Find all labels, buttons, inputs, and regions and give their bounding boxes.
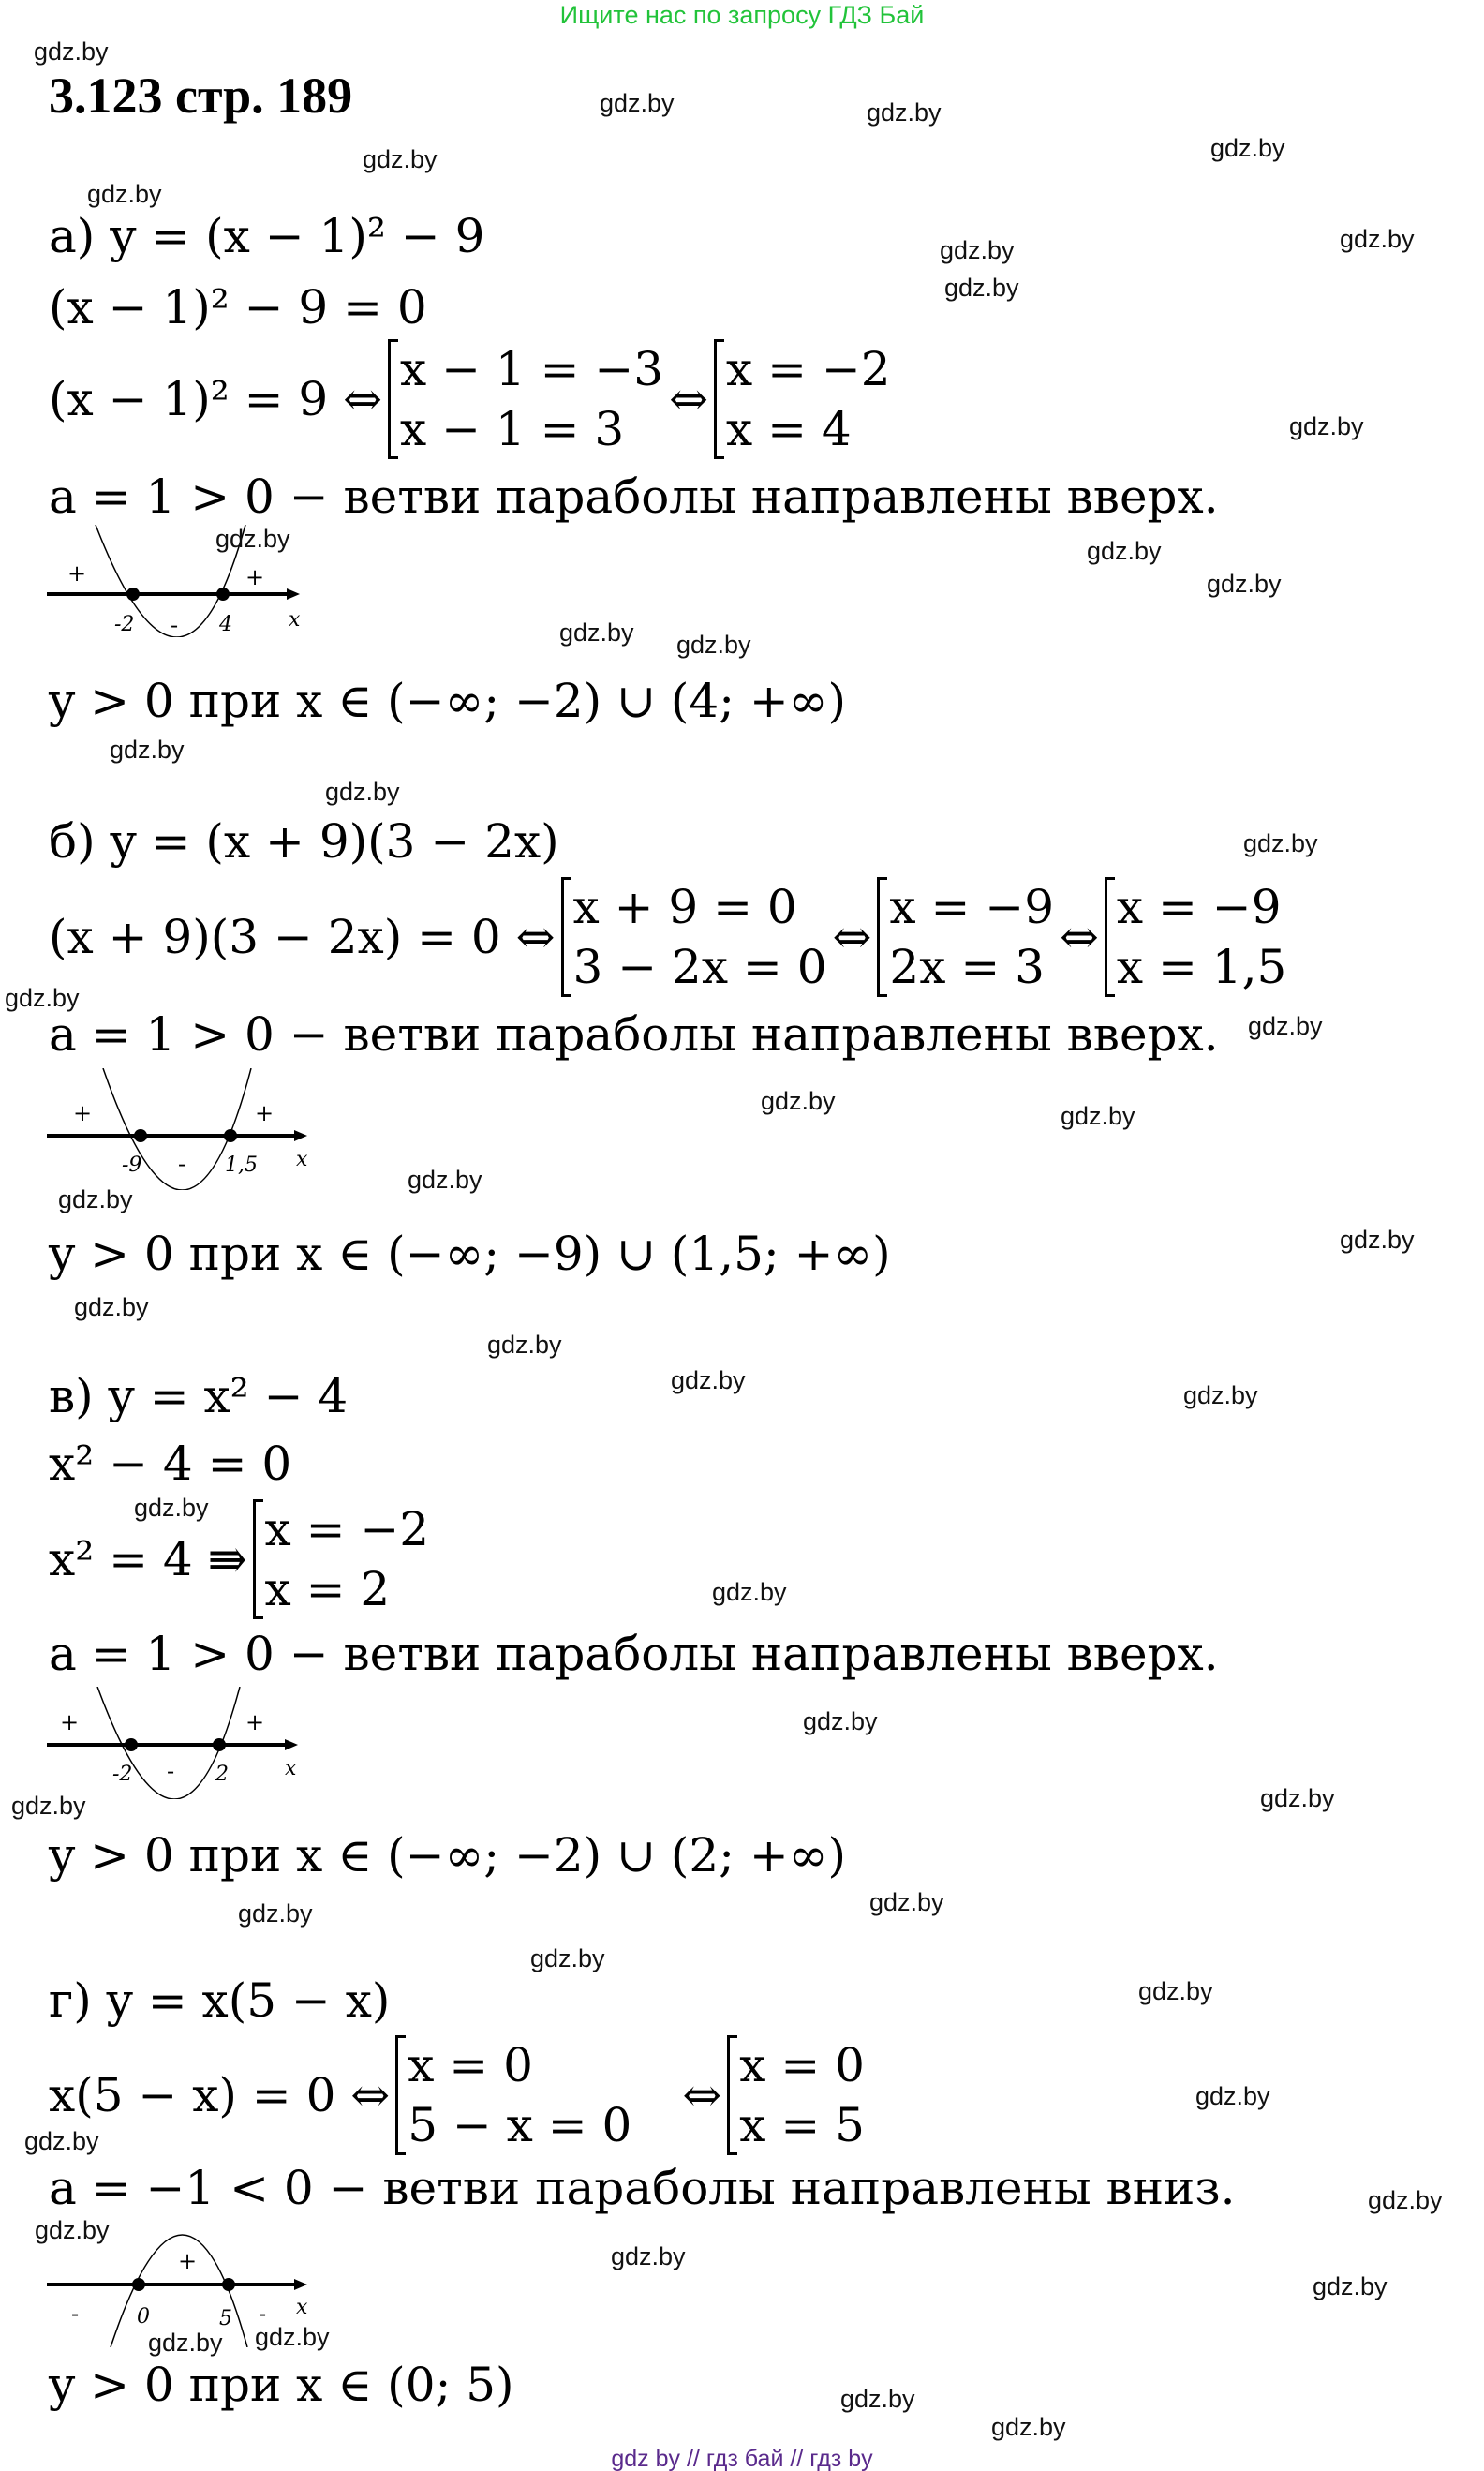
system-row: 3 − 2x = 0 [572,940,827,994]
page-title: 3.123 стр. 189 [49,67,353,124]
watermark: gdz.by [1183,1381,1258,1409]
watermark: gdz.by [1313,2272,1388,2300]
section-a-heading: а) y = (x − 1)² − 9 [49,209,485,263]
system-row: x = 0 [739,2038,865,2092]
sign-label: + [73,1100,93,1126]
section-v-equation: x² − 4 = 0 [49,1436,292,1491]
watermark: gdz.by [238,1899,313,1928]
section-b-heading: б) y = (x + 9)(3 − 2x) [49,814,559,869]
system-row: x − 1 = 3 [400,402,625,456]
section-v-answer: y > 0 при x ∈ (−∞; −2) ∪ (2; +∞) [49,1828,846,1883]
watermark: gdz.by [255,2323,330,2351]
system-row: x = 5 [739,2098,865,2152]
watermark: gdz.by [74,1293,149,1321]
watermark: gdz.by [11,1792,86,1820]
watermark: gdz.by [87,180,162,208]
watermark: gdz.by [134,1494,209,1522]
watermark: gdz.by [1340,225,1415,253]
bracket-icon [253,1499,263,1619]
watermark: gdz.by [1061,1102,1135,1130]
equivalence-arrow: ⇔ [682,2068,722,2122]
watermark: gdz.by [58,1185,133,1213]
arrow-head-icon [294,1130,307,1141]
section-a-solution [49,339,897,459]
watermark: gdz.by [940,236,1015,264]
watermark: gdz.by [363,145,438,173]
section-b-branches: a = 1 > 0 − ветви параболы направлены вверх. [49,1007,1219,1062]
section-a-system-2 [714,339,891,459]
sign-label: + [60,1709,80,1735]
system-row: x = 0 [408,2038,533,2092]
arrow-head-icon [294,2279,307,2290]
system-row: x + 9 = 0 [572,880,797,934]
section-a-equation: (x − 1)² − 9 = 0 [49,280,427,335]
watermark: gdz.by [110,736,185,764]
root-label: 5 [219,2307,232,2330]
section-g-heading: г) y = x(5 − x) [49,1973,391,2028]
watermark: gdz.by [761,1087,836,1115]
section-b-system-1 [561,877,827,997]
axis-label: x [285,1757,297,1780]
watermark: gdz.by [35,2216,110,2244]
watermark: gdz.by [24,2127,99,2155]
watermark: gdz.by [671,1366,746,1394]
section-b-answer: y > 0 при x ∈ (−∞; −9) ∪ (1,5; +∞) [49,1227,891,1281]
axis-label: x [289,608,301,632]
watermark: gdz.by [803,1707,878,1735]
sign-label: + [245,1709,265,1735]
sign-label: - [167,1758,175,1784]
root-label: 4 [219,613,232,636]
system-row: x = −9 [889,880,1055,934]
search-banner: Ищите нас по запросу ГДЗ Бай [559,1,925,29]
watermark: gdz.by [676,631,751,659]
section-g-answer: y > 0 при x ∈ (0; 5) [49,2358,514,2412]
axis-label: x [296,2296,308,2319]
watermark: gdz.by [530,1944,605,1972]
system-row: 5 − x = 0 [408,2098,632,2152]
section-g-system-2 [727,2035,865,2155]
section-g-solution [49,2035,870,2155]
section-a-eq2-left: (x − 1)² = 9 ⇔ [49,372,383,426]
watermark: gdz.by [840,2385,915,2413]
watermark: gdz.by [869,1888,944,1916]
system-row: x = 2 [264,1562,391,1616]
watermark: gdz.by [1368,2186,1443,2214]
watermark: gdz.by [1210,134,1285,162]
watermark: gdz.by [1087,537,1162,565]
system-row: x = 1,5 [1116,940,1287,994]
section-v-number-line [47,1687,403,1799]
root-label: -2 [114,613,135,636]
watermark: gdz.by [5,984,80,1012]
section-v-branches: a = 1 > 0 − ветви параболы направлены вверх. [49,1627,1219,1681]
bracket-icon [727,2035,737,2155]
arrow-head-icon [285,1739,298,1750]
watermark: gdz.by [944,274,1019,302]
system-row: x = 4 [726,402,852,456]
root-label: -2 [112,1763,133,1786]
equivalence-arrow: ⇔ [1060,910,1099,964]
system-row: x = −9 [1116,880,1282,934]
footer-links: gdz by // гдз бай // гдз by [611,2446,873,2471]
watermark: gdz.by [1138,1977,1213,2005]
section-v-heading: в) y = x² − 4 [49,1369,349,1423]
watermark: gdz.by [600,89,675,117]
root-label: 0 [137,2305,150,2329]
section-a-branches: a = 1 > 0 − ветви параболы направлены вверх. [49,469,1219,524]
watermark: gdz.by [1289,412,1364,440]
bracket-icon [714,339,724,459]
system-row: x − 1 = −3 [400,342,664,396]
watermark: gdz.by [325,778,400,806]
section-b-solution [49,877,1292,997]
watermark: gdz.by [408,1166,482,1194]
root-label: 1,5 [225,1154,258,1177]
sign-label: - [178,1151,186,1177]
section-b-number-line [47,1068,403,1190]
watermark: gdz.by [559,618,634,647]
watermark: gdz.by [712,1578,787,1606]
root-point [132,2278,145,2291]
sign-label: + [67,560,87,587]
watermark: gdz.by [1260,1784,1335,1812]
sign-label: - [171,612,179,637]
section-a-system-1 [388,339,663,459]
watermark: gdz.by [1195,2082,1270,2110]
system-row: x = −2 [726,342,891,396]
section-v-system-1 [253,1499,430,1619]
sign-label: + [178,2248,198,2274]
root-point [126,588,140,601]
system-row: 2x = 3 [889,940,1045,994]
watermark: gdz.by [991,2413,1066,2441]
section-v-solution [49,1499,435,1619]
arrow-head-icon [287,588,300,600]
sign-label: + [255,1100,275,1126]
section-b-system-3 [1105,877,1286,997]
watermark: gdz.by [34,37,109,66]
bracket-icon [388,339,398,459]
watermark: gdz.by [1207,570,1282,598]
watermark: gdz.by [867,98,942,127]
root-point [224,1129,237,1142]
root-point [134,1129,147,1142]
section-v-eq2-left: x² = 4 ⇛ [49,1532,247,1586]
root-label: 2 [215,1763,229,1786]
sign-label: + [245,564,265,590]
section-a-answer: y > 0 при x ∈ (−∞; −2) ∪ (4; +∞) [49,674,846,728]
watermark: gdz.by [611,2242,686,2270]
section-g-branches: a = −1 < 0 − ветви параболы направлены вниз. [49,2161,1236,2215]
watermark: gdz.by [1248,1012,1323,1040]
root-label: -9 [122,1154,142,1177]
section-g-system-1 [395,2035,631,2155]
root-point [213,1738,226,1751]
watermark: gdz.by [148,2329,223,2357]
watermark: gdz.by [215,525,290,553]
equivalence-arrow: ⇔ [832,910,872,964]
bracket-icon [877,877,887,997]
sign-label: - [259,2300,267,2327]
bracket-icon [395,2035,406,2155]
root-point [125,1738,138,1751]
axis-label: x [296,1148,308,1171]
equivalence-arrow: ⇔ [669,372,709,426]
section-b-eq-left: (x + 9)(3 − 2x) = 0 ⇔ [49,910,556,964]
bracket-icon [561,877,571,997]
root-point [222,2278,235,2291]
watermark: gdz.by [1243,829,1318,857]
root-point [216,588,230,601]
section-g-eq-left: x(5 − x) = 0 ⇔ [49,2068,391,2122]
section-b-system-2 [877,877,1054,997]
system-row: x = −2 [264,1502,430,1556]
watermark: gdz.by [487,1331,562,1359]
watermark: gdz.by [1340,1226,1415,1254]
sign-label: - [71,2300,80,2327]
bracket-icon [1105,877,1115,997]
